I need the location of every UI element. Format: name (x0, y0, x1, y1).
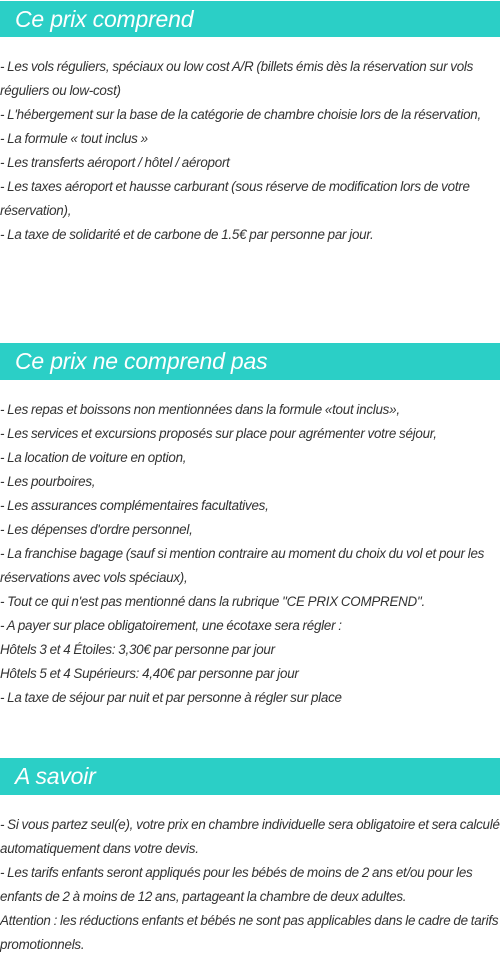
list-item: - Les dépenses d'ordre personnel, (0, 522, 193, 537)
section-title-included: Ce prix comprend (0, 1, 500, 37)
list-item: - Les taxes aéroport et hausse carburant (sous réserve de modification lors de votre réservation), (0, 179, 470, 218)
section-body-good-to-know (0, 813, 500, 957)
list-item: - Les pourboires, (0, 474, 96, 489)
list-item: - Les assurances complémentaires facultatives, (0, 498, 269, 513)
list-item: - La taxe de séjour par nuit et par personne à régler sur place (0, 690, 342, 705)
list-item: - Les repas et boissons non mentionnées dans la formule «tout inclus», (0, 402, 400, 417)
section-body-included (0, 55, 500, 247)
list-item: Hôtels 5 et 4 Supérieurs: 4,40€ par personne par jour (0, 666, 299, 681)
section-body-not-included (0, 398, 500, 710)
list-item: - La formule « tout inclus » (0, 131, 148, 146)
list-item: - Les vols réguliers, spéciaux ou low cost A/R (billets émis dès la réservation sur vols réguliers ou low-cost) (0, 59, 474, 98)
list-item: - La franchise bagage (sauf si mention contraire au moment du choix du vol et pour les réservations avec vols spéciaux), (0, 546, 485, 585)
section-title-not-included: Ce prix ne comprend pas (0, 343, 500, 380)
list-item: - Les transferts aéroport / hôtel / aéroport (0, 155, 230, 170)
list-item: - Tout ce qui n'est pas mentionné dans la rubrique "CE PRIX COMPREND". (0, 594, 425, 609)
list-item: - Si vous partez seul(e), votre prix en chambre individuelle sera obligatoire et sera calculé automatiquement dans votre devis. (0, 817, 500, 856)
list-item: Attention : les réductions enfants et bébés ne sont pas applicables dans le cadre de tarifs promotionnels. (0, 913, 499, 952)
list-item: - La location de voiture en option, (0, 450, 187, 465)
list-item: - Les tarifs enfants seront appliqués pour les bébés de moins de 2 ans et/ou pour les enfants de 2 à moins de 12 ans, partageant la chambre de deux adultes. (0, 865, 473, 904)
list-item: - A payer sur place obligatoirement, une écotaxe sera régler : (0, 618, 342, 633)
list-item: Hôtels 3 et 4 Étoiles: 3,30€ par personne par jour (0, 642, 275, 657)
section-title-good-to-know: A savoir (0, 758, 500, 795)
list-item: - Les services et excursions proposés sur place pour agrémenter votre séjour, (0, 426, 437, 441)
list-item: - La taxe de solidarité et de carbone de 1.5€ par personne par jour. (0, 227, 374, 242)
list-item: - L'hébergement sur la base de la catégorie de chambre choisie lors de la réservation, (0, 107, 481, 122)
